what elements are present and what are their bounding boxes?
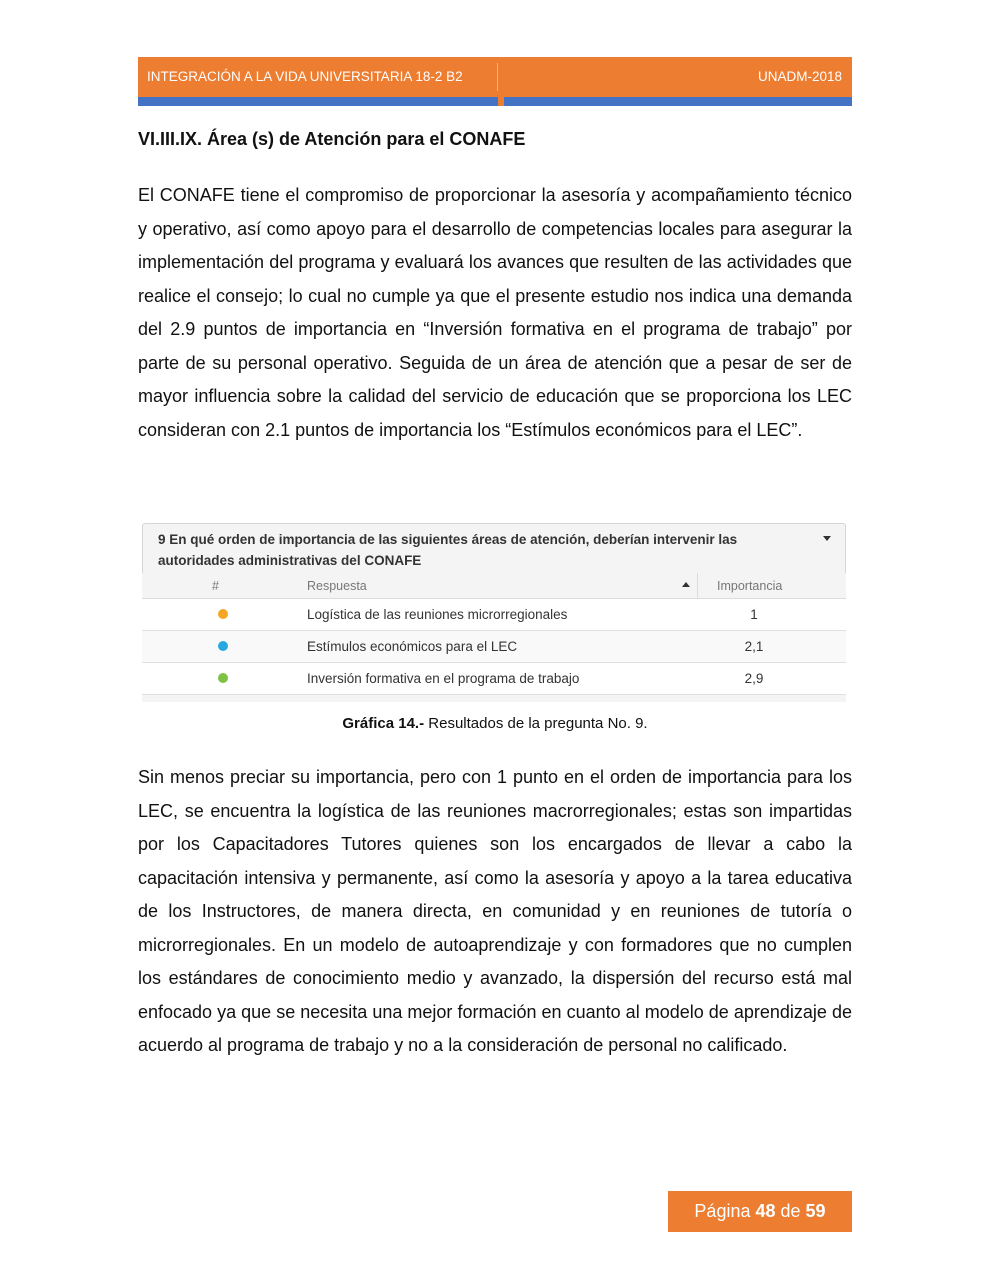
header-institution: UNADM-2018 [757, 69, 842, 84]
page-prefix: Página [694, 1201, 756, 1221]
caption-label: Gráfica 14.- [342, 715, 425, 732]
table-row [142, 631, 846, 663]
row-response: Logística de las reuniones microrregionales [307, 607, 568, 622]
paragraph-intro: El CONAFE tiene el compromiso de proporcionar la asesoría y acompañamiento técnico y operativo, así como apoyo para el desarrollo de competencias locales para asegurar la implementación del programa y evaluará los avances que resulten de las actividades que realice el consejo; lo cual no cumple ya que el presente estudio nos indica una demanda del 2.9 puntos de importancia en “Inversión formativa en el programa de trabajo” por parte de su personal operativo. Seguida de un área de atención que a pesar de ser de mayor influencia sobre la calidad del servicio de educación que se proporciona los LEC consideran con 2.1 puntos de importancia los “Estímulos económicos para el LEC”. [138, 185, 852, 440]
row-importance: 2,1 [744, 639, 764, 654]
column-divider [697, 573, 698, 598]
section-title: VI.III.IX. Área (s) de Atención para el CONAFE [138, 129, 526, 149]
results-table-header [142, 573, 846, 599]
figure-caption [0, 715, 990, 732]
table-row [142, 663, 846, 695]
current-page: 48 [755, 1201, 776, 1221]
page-header [138, 57, 852, 97]
header-blue-bar [138, 97, 852, 106]
header-course-title: INTEGRACIÓN A LA VIDA UNIVERSITARIA 18-2 B2 [147, 69, 463, 84]
column-importance[interactable]: Importancia [717, 579, 783, 593]
caption-text: Resultados de la pregunta No. 9. [424, 715, 648, 732]
sort-ascending-icon[interactable] [682, 582, 690, 587]
question-header[interactable] [142, 523, 846, 574]
table-footer [142, 695, 846, 702]
page-number-badge [668, 1191, 852, 1232]
row-importance: 1 [750, 607, 758, 622]
header-divider [497, 63, 498, 91]
page-middle: de [775, 1201, 806, 1221]
collapse-caret-icon[interactable] [823, 536, 831, 541]
row-importance: 2,9 [744, 671, 764, 686]
total-pages: 59 [805, 1201, 826, 1221]
row-response: Inversión formativa en el programa de trabajo [307, 671, 580, 686]
paragraph-logistics: Sin menos preciar su importancia, pero con 1 punto en el orden de importancia para los LEC, se encuentra la logística de las reuniones macrorregionales; estas son impartidas por los Capacitadores Tutores quienes son los encargados de llevar a cabo la capacitación intensiva y permanente, así como la asesoría y apoyo a la tarea educativa de los Instructores, de manera directa, en comunidad y en reuniones de tutoría o microrregionales. En un modelo de autoaprendizaje y con formadores que no cumplen los estándares de conocimiento medio y avanzado, la dispersión del recurso está mal enfocado ya que se necesita una mejor formación en cuanto al modelo de aprendizaje de acuerdo al programa de trabajo y no a la consideración de personal no calificado. [138, 767, 852, 1055]
row-color-dot [218, 609, 228, 619]
question-title: 9 En qué orden de importancia de las siguientes áreas de atención, deberían intervenir las autoridades administrativas del CONAFE [158, 532, 738, 568]
column-number: # [212, 579, 219, 593]
row-response: Estímulos económicos para el LEC [307, 639, 518, 654]
column-response[interactable]: Respuesta [307, 579, 367, 593]
row-color-dot [218, 641, 228, 651]
survey-results-figure [142, 523, 846, 702]
table-row [142, 599, 846, 631]
row-color-dot [218, 673, 228, 683]
